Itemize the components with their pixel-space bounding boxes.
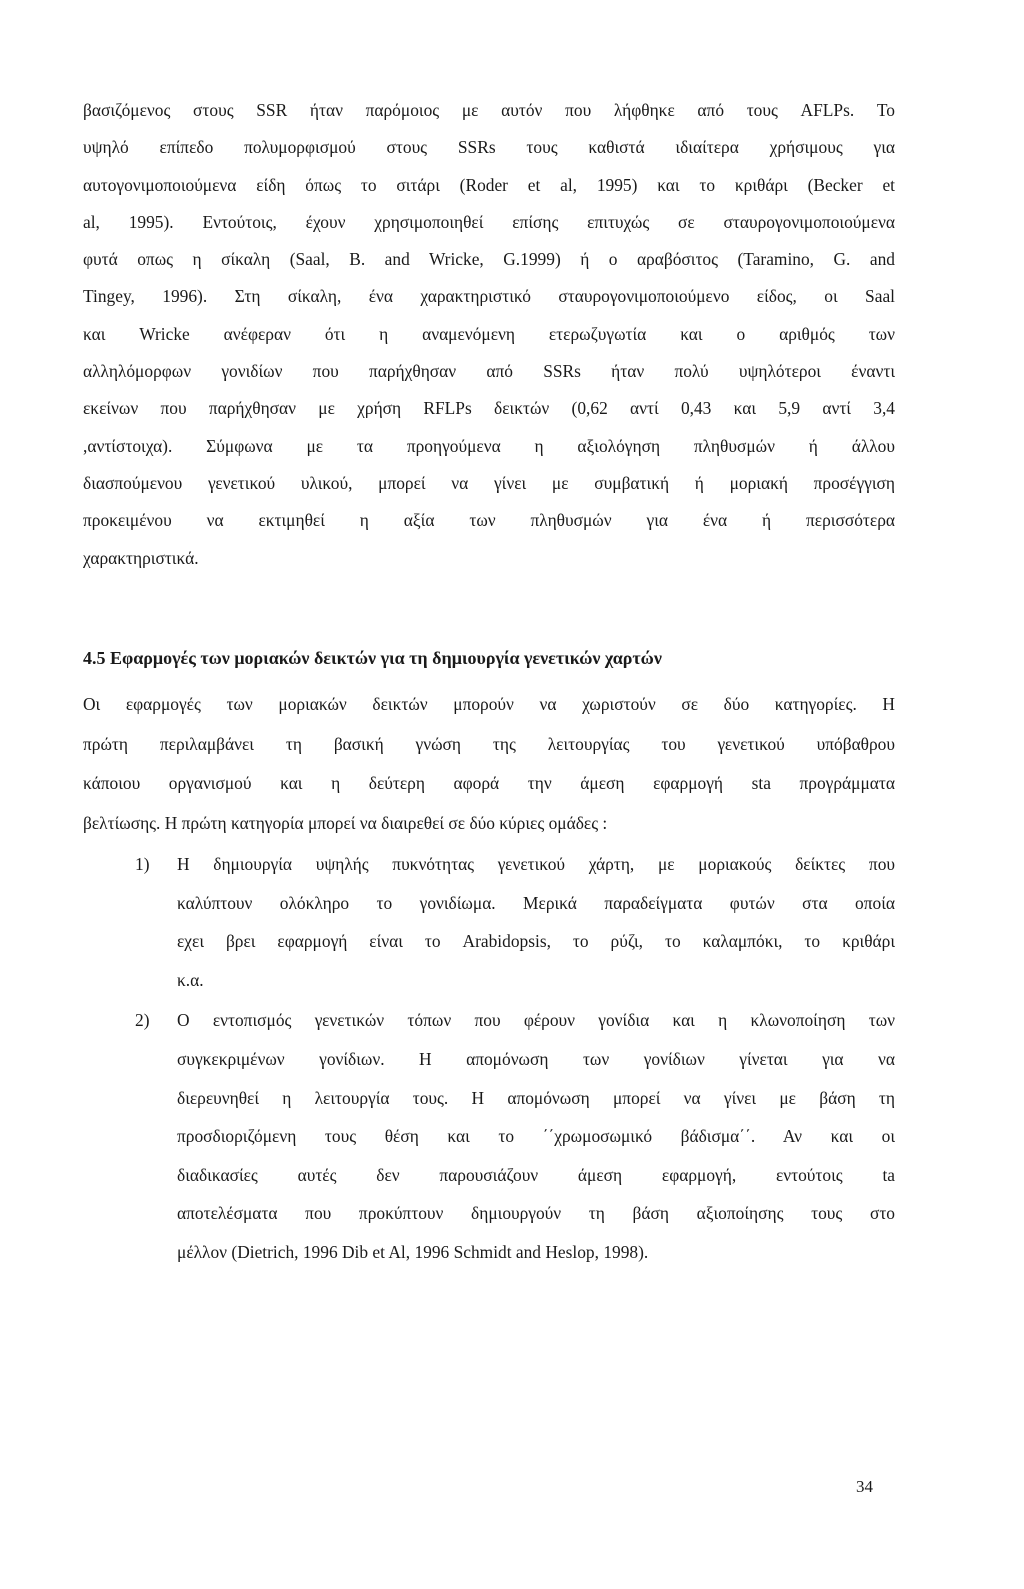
list-item-body (177, 1001, 895, 1271)
text-line: χαρακτηριστικά. (83, 547, 199, 568)
text-line: Tingey, 1996). Στη σίκαλη, ένα χαρακτηριστικό σταυρογονιμοποιούμενο είδος, οι Saal (83, 286, 895, 307)
text-line: Οι εφαρμογές των μοριακών δεικτών μπορούν να χωριστούν σε δύο κατηγορίες. Η (83, 694, 895, 714)
text-line: βασιζόμενος στους SSR ήταν παρόμοιος με αυτόν που λήφθηκε από τους AFLPs. Το (83, 100, 895, 120)
text-line: πρώτη περιλαμβάνει τη βασική γνώση της λειτουργίας του γενετικού υπόβαθρου (83, 733, 895, 754)
text-line: καλύπτουν ολόκληρο το γονιδίωμα. Μερικά παραδείγματα φυτών στα οποία (177, 892, 895, 913)
text-line: Ο εντοπισμός γενετικών τόπων που φέρουν γονίδια και η κλωνοποίηση των (177, 1010, 895, 1031)
list-item (135, 1001, 895, 1271)
text-line: υψηλό επίπεδο πολυμορφισμού στους SSRs τους καθιστά ιδιαίτερα χρήσιμους για (83, 137, 895, 158)
text-line: και Wricke ανέφεραν ότι η αναμενόμενη ετερωζυγωτία και ο αριθμός των (83, 323, 895, 344)
text-line: διαδικασίες αυτές δεν παρουσιάζουν άμεση εφαρμογή, εντούτοις ta (177, 1164, 895, 1185)
text-line: al, 1995). Εντούτοις, έχουν χρησιμοποιηθεί επίσης επιτυχώς σε σταυρογονιμοποιούμενα (83, 211, 895, 232)
list-item-body (177, 845, 895, 999)
text-line: εκείνων που παρήχθησαν με χρήση RFLPs δεικτών (0,62 αντί 0,43 και 5,9 αντί 3,4 (83, 398, 895, 419)
list-item-number: 2) (135, 1010, 150, 1031)
text-line: εχει βρει εφαρμογή είναι το Arabidopsis, το ρύζι, το καλαμπόκι, το κριθάρι (177, 931, 895, 952)
text-line: αλληλόμορφων γονιδίων που παρήχθησαν από SSRs ήταν πολύ υψηλότεροι έναντι (83, 361, 895, 382)
section-heading: 4.5 Εφαρμογές των μοριακών δεικτών για τη δημιουργία γενετικών χαρτών (83, 648, 662, 668)
text-line: ,αντίστοιχα). Σύμφωνα με τα προηγούμενα η αξιολόγηση πληθυσμών ή άλλου (83, 435, 895, 456)
text-line: διερευνηθεί η λειτουργία τους. Η απομόνωση μπορεί να γίνει με βάση τη (177, 1087, 895, 1108)
text-line: συγκεκριμένων γονίδιων. Η απομόνωση των γονίδιων γίνεται για να (177, 1048, 895, 1069)
text-line: βελτίωσης. Η πρώτη κατηγορία μπορεί να διαιρεθεί σε δύο κύριες ομάδες : (83, 812, 608, 833)
text-line: Η δημιουργία υψηλής πυκνότητας γενετικού χάρτη, με μοριακούς δείκτες που (177, 854, 895, 874)
text-line: αποτελέσματα που προκύπτουν δημιουργούν τη βάση αξιοποίησης τους στο (177, 1203, 895, 1224)
text-line: μέλλον (Dietrich, 1996 Dib et Al, 1996 Schmidt and Heslop, 1998). (177, 1241, 649, 1262)
text-line: αυτογονιμοποιούμενα είδη όπως το σιτάρι (Roder et al, 1995) και το κριθάρι (Becker et (83, 174, 895, 195)
text-line: προκειμένου να εκτιμηθεί η αξία των πληθυσμών για ένα ή περισσότερα (83, 510, 895, 531)
text-line: διασπούμενου γενετικού υλικού, μπορεί να γίνει με συμβατική ή μοριακή προσέγγιση (83, 472, 895, 493)
numbered-list (135, 845, 895, 1272)
text-line: κάποιου οργανισμού και η δεύτερη αφορά την άμεση εφαρμογή sta προγράμματα (83, 773, 895, 794)
list-item (135, 845, 895, 999)
text-line: προσδιοριζόμενη τους θέση και το ΄΄χρωμοσωμικό βάδισμα΄΄. Αν και οι (177, 1126, 895, 1147)
paragraph-applications (83, 685, 895, 843)
text-line: κ.α. (177, 969, 204, 990)
list-item-number: 1) (135, 854, 150, 874)
paragraph-ssr-polymorphism (83, 92, 895, 577)
page-number: 34 (856, 1477, 873, 1496)
text-line: φυτά οπως η σίκαλη (Saal, B. and Wricke, G.1999) ή ο αραβόσιτος (Taramino, G. and (83, 249, 895, 270)
